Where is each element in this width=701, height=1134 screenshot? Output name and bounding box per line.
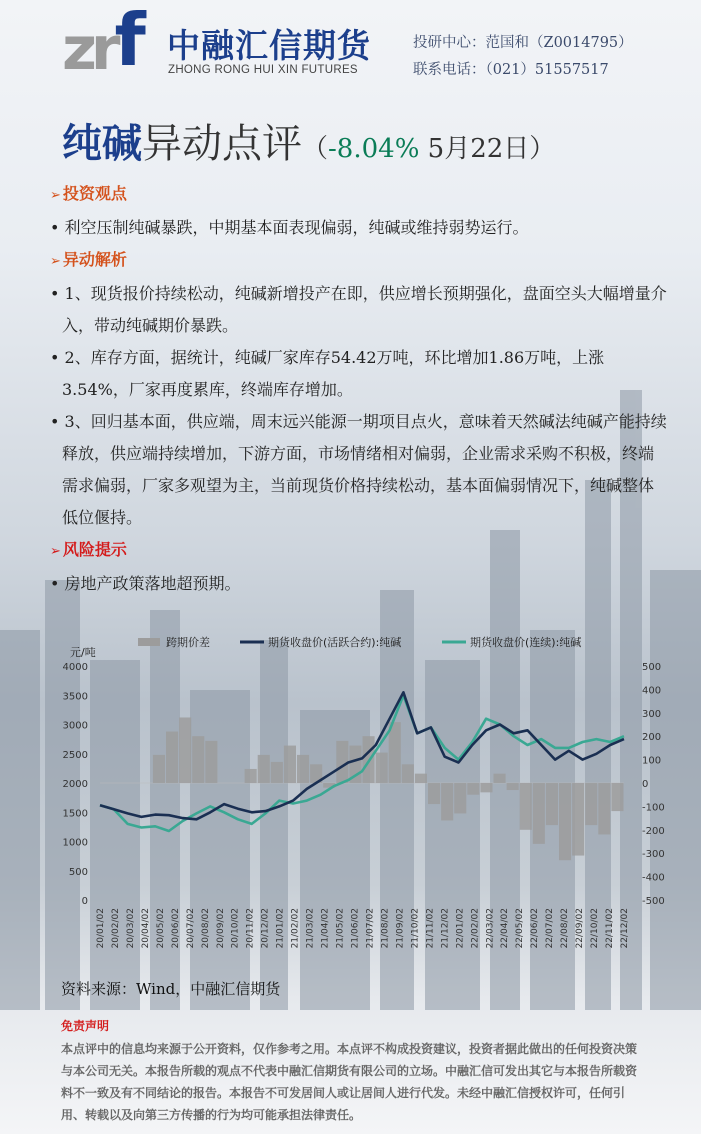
view-paragraph <box>48 212 668 244</box>
spread-bar <box>559 783 571 860</box>
company-logo-mark <box>62 0 140 84</box>
logo-mark-f: f <box>114 0 140 82</box>
x-tick-label: 22/08/02 <box>560 908 571 949</box>
x-tick-label: 20/08/02 <box>200 908 211 949</box>
title-open-paren: （ <box>302 134 329 164</box>
spread-bar <box>271 762 283 783</box>
analysis-paragraph-1 <box>48 278 668 342</box>
x-tick-label: 22/06/02 <box>530 908 541 949</box>
analysis-paragraph-2 <box>48 342 668 406</box>
x-tick-label: 20/02/02 <box>110 908 121 949</box>
spread-bar <box>611 783 623 811</box>
data-source: 资料来源：Wind，中融汇信期货 <box>61 980 281 998</box>
spread-bar <box>389 722 401 783</box>
section-heading-view <box>48 178 668 212</box>
paragraph-text: 房地产政策落地超预期。 <box>64 574 241 593</box>
analyst-line: 投研中心：范国和（Z0014795） <box>413 35 633 51</box>
x-tick-label: 21/08/02 <box>380 908 391 949</box>
paragraph-text: 1、现货报价持续松动，纯碱新增投产在即，供应增长预期强化，盘面空头大幅增量介入，带动纯碱期价暴跌。 <box>62 284 667 335</box>
spread-bar <box>166 732 178 783</box>
y-tick-label: 2000 <box>62 779 88 790</box>
company-name-cn: 中融汇信期货 <box>167 26 371 65</box>
spread-bar <box>297 755 309 783</box>
y2-tick-label: 500 <box>642 662 662 673</box>
y-tick-label: 1000 <box>62 837 88 849</box>
x-tick-label: 20/03/02 <box>125 908 136 949</box>
spread-bar <box>546 783 558 825</box>
x-tick-label: 21/01/02 <box>275 908 286 949</box>
x-tick-label: 22/10/02 <box>590 908 601 949</box>
x-tick-label: 20/06/02 <box>170 908 181 949</box>
spread-bar <box>376 753 388 783</box>
contact-info <box>413 30 633 84</box>
x-tick-label: 20/05/02 <box>155 908 166 949</box>
x-tick-label: 22/07/02 <box>545 908 556 949</box>
price-chart <box>60 628 665 978</box>
spread-bar <box>520 783 532 830</box>
x-tick-label: 22/03/02 <box>485 908 496 949</box>
title-kind: 异动点评 <box>142 121 302 167</box>
spread-bar <box>284 746 296 783</box>
y2-tick-label: 0 <box>642 779 649 790</box>
x-tick-label: 21/05/02 <box>335 908 346 949</box>
section-heading-label: 风险提示 <box>62 540 127 559</box>
paragraph-text: 2、库存方面，据统计，纯碱厂家库存54.42万吨，环比增加1.86万吨，上涨3.54%，厂家再度累库，终端库存增加。 <box>62 348 605 399</box>
paragraph-text: 3、回归基本面，供应端，周末远兴能源一期项目点火，意味着天然碱法纯碱产能持续释放，供应端持续增加，下游方面，市场情绪相对偏弱，企业需求采购不积极，终端需求偏弱，厂家多观望为主，当前现货价格持续松动，基本面偏弱情况下，纯碱整体低位偃持。 <box>62 412 667 527</box>
x-tick-label: 22/02/02 <box>470 908 481 949</box>
bullet-icon: • <box>50 218 60 237</box>
y2-tick-label: -300 <box>642 849 665 861</box>
x-tick-label: 21/07/02 <box>365 908 376 949</box>
spread-bar <box>258 755 270 783</box>
legend-label: 期货收盘价(活跃合约):纯碱 <box>268 636 402 649</box>
x-tick-label: 20/07/02 <box>185 908 196 949</box>
section-heading-analysis <box>48 244 668 278</box>
spread-bar <box>402 764 414 783</box>
section-heading-risk <box>48 534 668 568</box>
spread-bar <box>467 783 479 795</box>
continuous-line <box>100 695 624 831</box>
x-tick-label: 21/04/02 <box>320 908 331 949</box>
title-product: 纯碱 <box>62 121 142 167</box>
x-tick-label: 21/10/02 <box>410 908 421 949</box>
spread-bar <box>441 783 453 820</box>
x-tick-label: 22/01/02 <box>455 908 466 949</box>
legend-label: 跨期价差 <box>166 636 210 649</box>
spread-bar <box>153 755 165 783</box>
legend-label: 期货收盘价(连续):纯碱 <box>470 636 582 649</box>
x-tick-label: 20/12/02 <box>260 908 271 949</box>
y-tick-label: 1500 <box>62 808 88 820</box>
x-tick-label: 21/02/02 <box>290 908 301 949</box>
spread-bar <box>480 783 492 792</box>
report-body <box>48 178 668 600</box>
spread-bar <box>507 783 519 790</box>
risk-paragraph <box>48 568 668 600</box>
spread-bar <box>245 769 257 783</box>
logo-mark-letters: zr <box>62 14 115 84</box>
active-contract-line <box>100 692 624 819</box>
bullet-icon: • <box>50 574 60 593</box>
x-tick-label: 22/05/02 <box>515 908 526 949</box>
x-tick-label: 22/09/02 <box>575 908 586 949</box>
y-tick-label: 4000 <box>62 662 88 673</box>
y-tick-label: 0 <box>81 896 88 907</box>
y-axis-unit: 元/吨 <box>70 646 96 659</box>
title-date: 5月22日） <box>419 134 556 164</box>
analysis-paragraph-3 <box>48 406 668 534</box>
x-tick-label: 21/12/02 <box>440 908 451 949</box>
x-tick-label: 20/01/02 <box>96 908 106 949</box>
bullet-icon: • <box>50 412 60 431</box>
report-title <box>62 112 555 169</box>
spread-bar <box>454 783 466 813</box>
bullet-icon: • <box>50 284 60 303</box>
y2-tick-label: 400 <box>642 685 662 697</box>
spread-bar <box>494 774 506 783</box>
y2-tick-label: 100 <box>642 755 662 767</box>
phone-line: 联系电话：（021）51557517 <box>413 62 609 78</box>
x-tick-label: 21/06/02 <box>350 908 361 949</box>
arrow-icon: ➢ <box>50 544 61 559</box>
section-heading-label: 投资观点 <box>62 184 127 203</box>
y2-tick-label: -400 <box>642 872 665 884</box>
spread-bar <box>336 741 348 783</box>
spread-bar <box>205 741 217 783</box>
x-tick-label: 22/12/02 <box>620 908 630 949</box>
x-tick-label: 20/04/02 <box>140 908 151 949</box>
company-name-en: ZHONG RONG HUI XIN FUTURES <box>168 64 358 76</box>
title-change: -8.04% <box>328 134 420 164</box>
x-tick-label: 20/09/02 <box>215 908 226 949</box>
paragraph-text: 利空压制纯碱暴跌，中期基本面表现偏弱，纯碱或维持弱势运行。 <box>64 218 529 237</box>
y-tick-label: 2500 <box>62 749 88 761</box>
y2-tick-label: -200 <box>642 825 665 837</box>
y-tick-label: 3500 <box>62 691 88 703</box>
x-tick-label: 20/11/02 <box>245 908 256 949</box>
spread-bar <box>428 783 440 804</box>
x-tick-label: 22/04/02 <box>500 908 511 949</box>
disclaimer-text: 本点评中的信息均来源于公开资料，仅作参考之用。本点评不构成投资建议，投资者据此做出的任何投资决策与本公司无关。本报告所载的观点不代表中融汇信期货有限公司的立场。中融汇信可发出其它与本报告所载资料不一致及有不同结论的报告。本报告不可发居间人或让居间人进行代发。未经中融汇信授权许可，任何引用、转载以及向第三方传播的行为均可能承担法律责任。 <box>61 1042 638 1122</box>
spread-bar <box>572 783 584 856</box>
legend-swatch <box>138 638 160 646</box>
arrow-icon: ➢ <box>50 254 61 269</box>
price-chart-svg <box>60 628 665 978</box>
x-tick-label: 21/11/02 <box>425 908 436 949</box>
y-tick-label: 3000 <box>62 720 88 732</box>
x-tick-label: 20/10/02 <box>230 908 241 949</box>
spread-bar <box>585 783 597 825</box>
bullet-icon: • <box>50 348 60 367</box>
y2-tick-label: 300 <box>642 708 662 720</box>
arrow-icon: ➢ <box>50 188 61 203</box>
section-heading-label: 异动解析 <box>62 250 127 269</box>
x-tick-label: 21/03/02 <box>305 908 316 949</box>
spread-bar <box>598 783 610 834</box>
spread-bar <box>192 736 204 783</box>
x-tick-label: 21/09/02 <box>395 908 406 949</box>
y2-tick-label: -500 <box>642 896 665 907</box>
y2-tick-label: -100 <box>642 802 665 814</box>
spread-bar <box>533 783 545 844</box>
x-tick-label: 22/11/02 <box>605 908 616 949</box>
spread-bar <box>179 717 191 783</box>
y2-tick-label: 200 <box>642 732 662 744</box>
disclaimer-title: 免责声明 <box>61 1019 110 1033</box>
spread-bar <box>415 774 427 783</box>
y-tick-label: 500 <box>68 866 88 878</box>
report-header <box>0 0 701 100</box>
